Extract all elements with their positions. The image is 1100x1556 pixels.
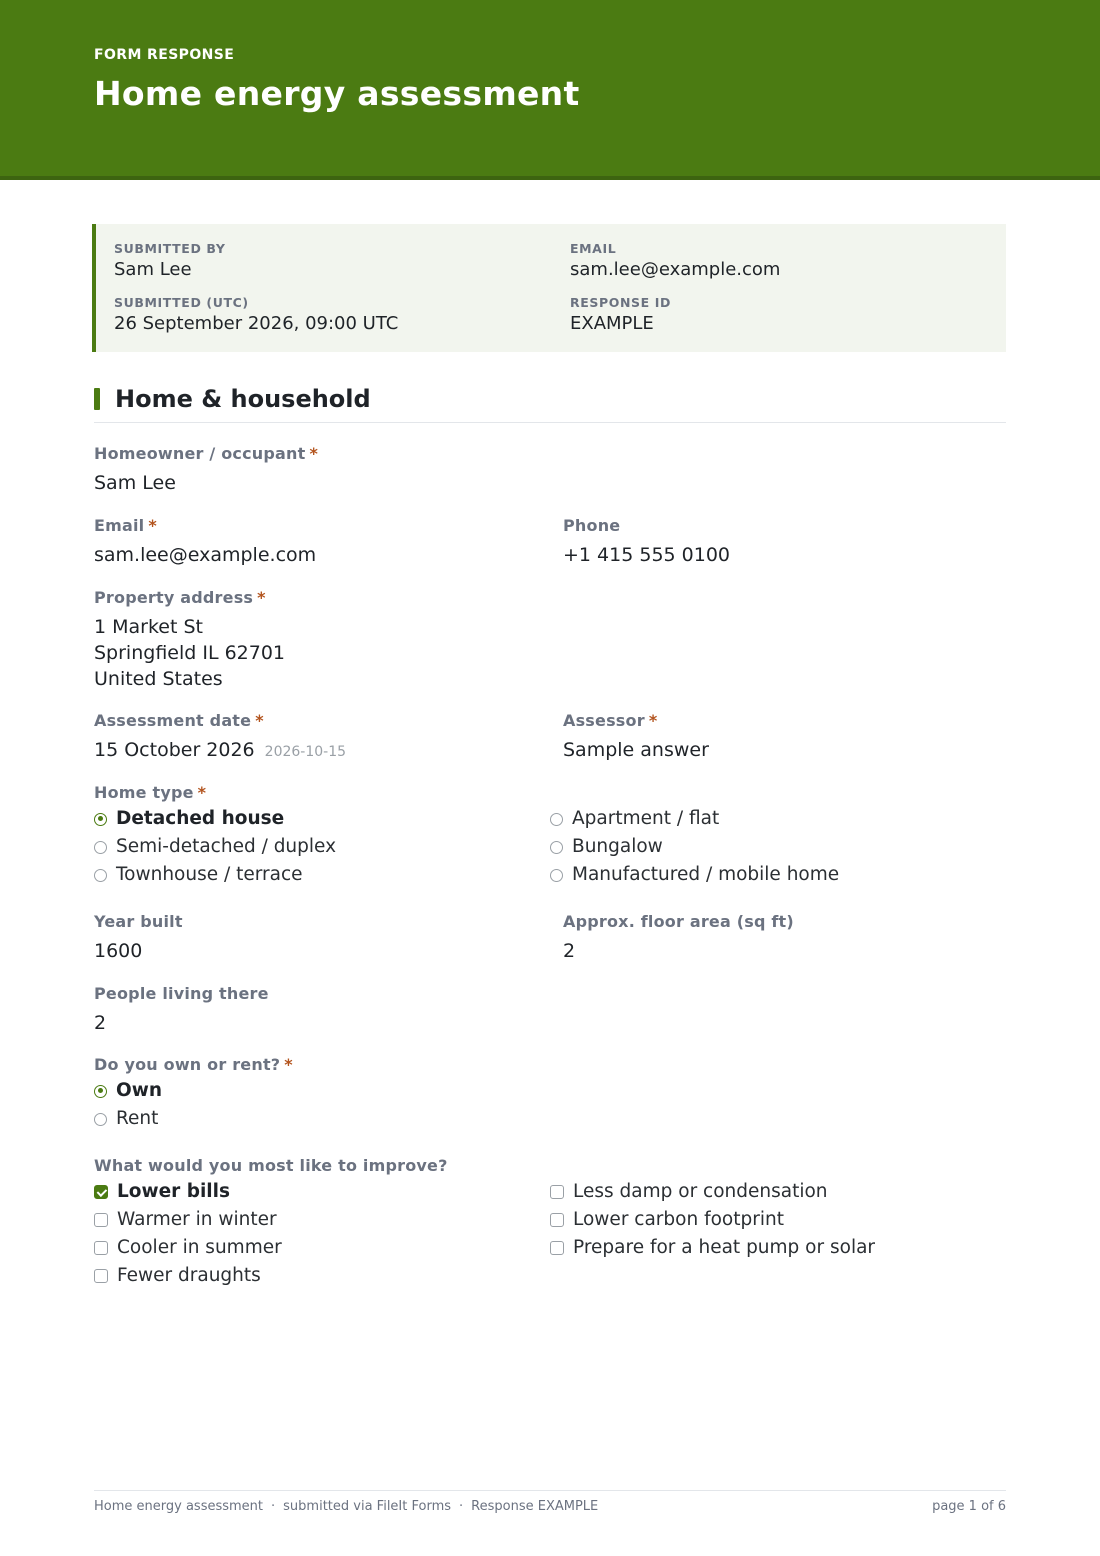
- option-label: Detached house: [116, 808, 285, 829]
- radio-unselected-icon: [94, 1113, 107, 1126]
- required-marker: *: [197, 783, 207, 802]
- radio-unselected-icon: [550, 813, 563, 826]
- meta-label: SUBMITTED (UTC): [114, 295, 249, 310]
- option-label: Prepare for a heat pump or solar: [573, 1237, 876, 1258]
- field-occupant: [94, 444, 318, 496]
- option-label: Cooler in summer: [117, 1237, 282, 1258]
- field-people: [94, 984, 269, 1036]
- footer-info: [94, 1499, 598, 1514]
- radio-unselected-icon: [550, 841, 563, 854]
- required-marker: *: [284, 1055, 293, 1074]
- radio-unselected-icon: [94, 869, 107, 882]
- footer-response: Response EXAMPLE: [471, 1499, 599, 1514]
- field-label: Phone: [563, 516, 621, 535]
- address-line: United States: [94, 668, 223, 690]
- address-line: Springfield IL 62701: [94, 642, 286, 664]
- radio-selected-icon: [94, 1085, 107, 1098]
- option-label: Semi-detached / duplex: [116, 836, 337, 857]
- meta-label: SUBMITTED BY: [114, 241, 226, 256]
- field-own-rent: [94, 1055, 293, 1075]
- field-value: sam.lee@example.com: [94, 544, 317, 566]
- section-heading: [94, 384, 1006, 423]
- option-label: Fewer draughts: [117, 1265, 261, 1286]
- separator-dot: ·: [459, 1499, 464, 1514]
- own-rent-option[interactable]: [94, 1080, 162, 1102]
- field-label: Year built: [94, 912, 183, 931]
- improve-option[interactable]: [550, 1209, 784, 1231]
- meta-value: Sam Lee: [114, 259, 192, 280]
- field-year-built: [94, 912, 183, 964]
- page-footer: [94, 1490, 1006, 1521]
- option-label: Manufactured / mobile home: [572, 864, 840, 885]
- section-accent-bar: [94, 388, 100, 410]
- meta-submitted-by: [114, 242, 225, 282]
- improve-option[interactable]: [550, 1237, 875, 1259]
- improve-option[interactable]: [550, 1181, 828, 1203]
- option-label: Warmer in winter: [117, 1209, 277, 1230]
- radio-unselected-icon: [550, 869, 563, 882]
- section-title: Home & household: [115, 385, 371, 413]
- radio-selected-icon: [94, 813, 107, 826]
- footer-via: submitted via FileIt Forms: [283, 1499, 452, 1514]
- required-marker: *: [309, 444, 319, 463]
- field-label: Property address *: [94, 588, 266, 607]
- own-rent-option[interactable]: [94, 1108, 158, 1130]
- home-type-option[interactable]: [550, 864, 839, 886]
- meta-response-id: [570, 296, 671, 336]
- address-line: 1 Market St: [94, 616, 203, 638]
- field-home-type: [94, 783, 206, 803]
- page-number: page 1 of 6: [932, 1499, 1006, 1514]
- option-label: Rent: [116, 1108, 159, 1129]
- field-assessment-date: [94, 711, 346, 765]
- field-value: +1 415 555 0100: [563, 544, 731, 566]
- improve-option[interactable]: [94, 1181, 230, 1203]
- required-marker: *: [648, 711, 658, 730]
- field-value: [94, 614, 285, 692]
- option-label: Lower bills: [117, 1181, 230, 1202]
- meta-value: sam.lee@example.com: [570, 259, 781, 280]
- meta-label: RESPONSE ID: [570, 295, 671, 310]
- home-type-option[interactable]: [550, 808, 719, 830]
- field-label: Assessor *: [563, 711, 658, 730]
- field-value: 1600: [94, 940, 143, 962]
- field-label: Home type *: [94, 783, 207, 802]
- field-label: Approx. floor area (sq ft): [563, 912, 794, 931]
- form-kicker: FORM RESPONSE: [94, 47, 235, 63]
- field-phone: [563, 516, 730, 568]
- home-type-option[interactable]: [94, 864, 303, 886]
- meta-value: EXAMPLE: [570, 313, 654, 334]
- meta-email: [570, 242, 780, 282]
- checkbox-unchecked-icon: [550, 1213, 564, 1227]
- separator-dot: ·: [271, 1499, 276, 1514]
- radio-unselected-icon: [94, 841, 107, 854]
- improve-option[interactable]: [94, 1237, 282, 1259]
- form-title: Home energy assessment: [94, 74, 580, 113]
- submission-meta-panel: [92, 224, 1006, 352]
- option-label: Bungalow: [572, 836, 663, 857]
- meta-label: EMAIL: [570, 241, 617, 256]
- required-marker: *: [148, 516, 157, 535]
- improve-option[interactable]: [94, 1265, 261, 1287]
- option-label: Own: [116, 1080, 162, 1101]
- checkbox-unchecked-icon: [94, 1213, 108, 1227]
- checkbox-checked-icon: [94, 1185, 108, 1199]
- home-type-option[interactable]: [550, 836, 663, 858]
- checkbox-unchecked-icon: [550, 1241, 564, 1255]
- field-value: 2: [94, 1012, 107, 1034]
- option-label: Less damp or condensation: [573, 1181, 828, 1202]
- field-improve: [94, 1156, 448, 1176]
- field-label: Do you own or rent? *: [94, 1055, 293, 1074]
- checkbox-unchecked-icon: [94, 1241, 108, 1255]
- field-email: [94, 516, 316, 568]
- field-label: Homeowner / occupant *: [94, 444, 319, 463]
- required-marker: *: [255, 711, 264, 730]
- field-label: People living there: [94, 984, 269, 1003]
- option-label: Townhouse / terrace: [116, 864, 303, 885]
- field-property-address: [94, 588, 285, 692]
- form-header: [0, 0, 1100, 180]
- improve-option[interactable]: [94, 1209, 277, 1231]
- home-type-option[interactable]: [94, 836, 336, 858]
- home-type-option[interactable]: [94, 808, 284, 830]
- checkbox-unchecked-icon: [550, 1185, 564, 1199]
- option-label: Apartment / flat: [572, 808, 720, 829]
- required-marker: *: [257, 588, 266, 607]
- field-label: What would you most like to improve?: [94, 1156, 448, 1175]
- meta-value: 26 September 2026, 09:00 UTC: [114, 313, 399, 334]
- field-value: 2: [563, 940, 576, 962]
- checkbox-unchecked-icon: [94, 1269, 108, 1283]
- field-floor-area: [563, 912, 794, 964]
- meta-submitted-utc: [114, 296, 398, 336]
- iso-date: 2026-10-15: [264, 744, 347, 760]
- date-value: 15 October 2026: [94, 739, 255, 761]
- field-value: Sample answer: [563, 739, 709, 761]
- option-label: Lower carbon footprint: [573, 1209, 784, 1230]
- field-assessor: [563, 711, 709, 763]
- field-label: Email *: [94, 516, 157, 535]
- field-value: Sam Lee: [94, 472, 176, 494]
- footer-form-name: Home energy assessment: [94, 1499, 264, 1514]
- field-value: [94, 737, 346, 765]
- field-label: Assessment date *: [94, 711, 264, 730]
